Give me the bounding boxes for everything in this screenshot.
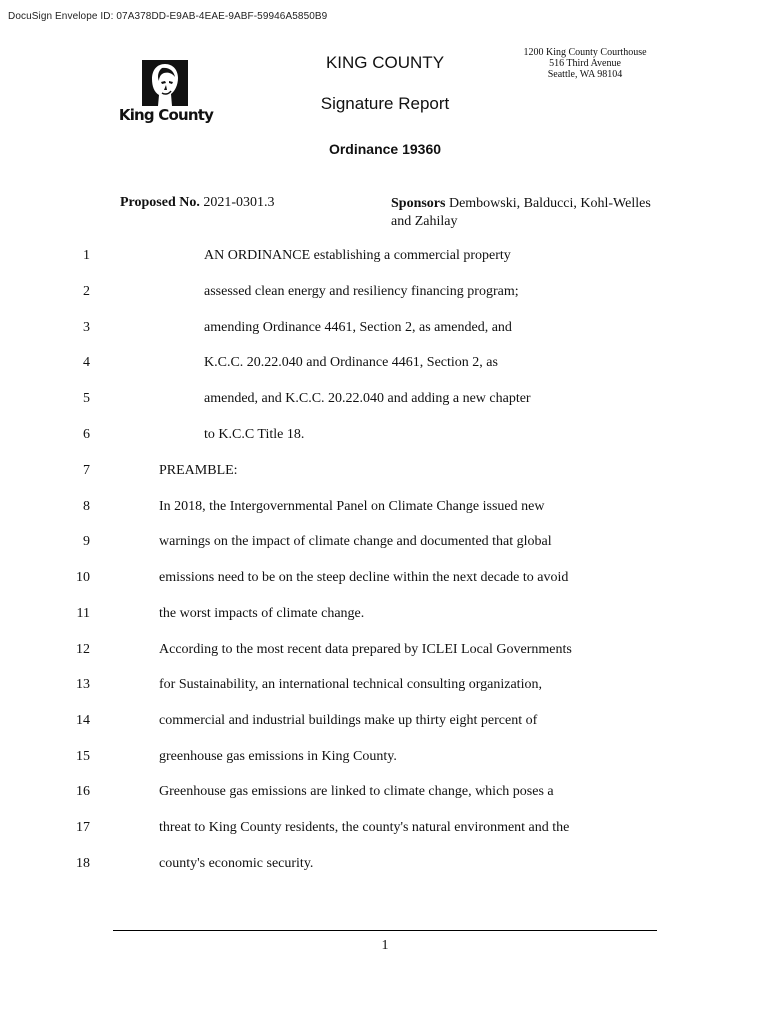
document-line bbox=[0, 427, 770, 447]
footer-divider bbox=[113, 930, 657, 931]
line-text: warnings on the impact of climate change and documented that global bbox=[159, 534, 552, 549]
line-number: 3 bbox=[83, 320, 90, 335]
line-number: 5 bbox=[83, 391, 90, 406]
king-county-portrait-icon bbox=[142, 60, 188, 106]
document-line bbox=[0, 570, 770, 590]
line-number: 18 bbox=[76, 856, 90, 871]
line-text: K.C.C. 20.22.040 and Ordinance 4461, Section 2, as bbox=[204, 355, 498, 370]
document-line bbox=[0, 355, 770, 375]
proposed-number bbox=[120, 195, 275, 211]
logo-text: King County bbox=[118, 106, 214, 124]
address-line: 516 Third Avenue bbox=[549, 58, 621, 69]
line-text: In 2018, the Intergovernmental Panel on Climate Change issued new bbox=[159, 499, 545, 514]
line-number: 10 bbox=[76, 570, 90, 585]
document-line bbox=[0, 499, 770, 519]
line-text: amended, and K.C.C. 20.22.040 and adding a new chapter bbox=[204, 391, 531, 406]
line-number: 9 bbox=[83, 534, 90, 549]
page-number: 1 bbox=[381, 938, 389, 953]
document-line bbox=[0, 856, 770, 876]
document-line bbox=[0, 784, 770, 804]
document-line bbox=[0, 463, 770, 483]
line-text: AN ORDINANCE establishing a commercial property bbox=[204, 248, 511, 263]
line-text: According to the most recent data prepared by ICLEI Local Governments bbox=[159, 642, 572, 657]
line-number: 12 bbox=[76, 642, 90, 657]
document-line bbox=[0, 677, 770, 697]
sponsors-value: Dembowski, Balducci, Kohl-Welles and Zahilay bbox=[391, 196, 651, 229]
address-block bbox=[510, 47, 660, 80]
line-number: 14 bbox=[76, 713, 90, 728]
org-name: KING COUNTY bbox=[325, 53, 445, 72]
sponsors-label: Sponsors bbox=[391, 196, 446, 211]
line-number: 2 bbox=[83, 284, 90, 299]
line-text: Greenhouse gas emissions are linked to climate change, which poses a bbox=[159, 784, 554, 799]
document-line bbox=[0, 284, 770, 304]
line-number: 1 bbox=[83, 248, 90, 263]
line-number: 4 bbox=[83, 355, 90, 370]
line-text: greenhouse gas emissions in King County. bbox=[159, 749, 397, 764]
line-text: to K.C.C Title 18. bbox=[204, 427, 305, 442]
line-number: 8 bbox=[83, 499, 90, 514]
document-line bbox=[0, 749, 770, 769]
line-text: the worst impacts of climate change. bbox=[159, 606, 365, 621]
document-line bbox=[0, 248, 770, 268]
docusign-envelope-id: DocuSign Envelope ID: 07A378DD-E9AB-4EAE-9ABF-59946A5850B9 bbox=[8, 11, 328, 22]
line-text: emissions need to be on the steep decline within the next decade to avoid bbox=[159, 570, 569, 585]
document-line bbox=[0, 320, 770, 340]
line-number: 7 bbox=[83, 463, 90, 478]
line-text: amending Ordinance 4461, Section 2, as amended, and bbox=[204, 320, 512, 335]
line-number: 17 bbox=[76, 820, 90, 835]
line-text: for Sustainability, an international technical consulting organization, bbox=[159, 677, 542, 692]
line-text: commercial and industrial buildings make up thirty eight percent of bbox=[159, 713, 538, 728]
document-line bbox=[0, 606, 770, 626]
address-line: 1200 King County Courthouse bbox=[523, 47, 647, 58]
line-number: 11 bbox=[76, 606, 90, 621]
line-text: assessed clean energy and resiliency financing program; bbox=[204, 284, 519, 299]
sponsors bbox=[391, 195, 651, 231]
document-line bbox=[0, 820, 770, 840]
report-title: Signature Report bbox=[320, 94, 450, 113]
address-line: Seattle, WA 98104 bbox=[547, 69, 623, 80]
line-number: 6 bbox=[83, 427, 90, 442]
line-text: threat to King County residents, the county's natural environment and the bbox=[159, 820, 570, 835]
line-number: 15 bbox=[76, 749, 90, 764]
line-text: county's economic security. bbox=[159, 856, 314, 871]
line-text: PREAMBLE: bbox=[159, 463, 238, 478]
line-number: 13 bbox=[76, 677, 90, 692]
ordinance-number: Ordinance 19360 bbox=[328, 141, 442, 157]
king-county-logo bbox=[118, 60, 214, 128]
line-number: 16 bbox=[76, 784, 90, 799]
proposed-label: Proposed No. bbox=[120, 195, 200, 210]
document-line bbox=[0, 642, 770, 662]
document-line bbox=[0, 391, 770, 411]
proposed-value: 2021-0301.3 bbox=[203, 195, 275, 210]
document-line bbox=[0, 534, 770, 554]
document-line bbox=[0, 713, 770, 733]
